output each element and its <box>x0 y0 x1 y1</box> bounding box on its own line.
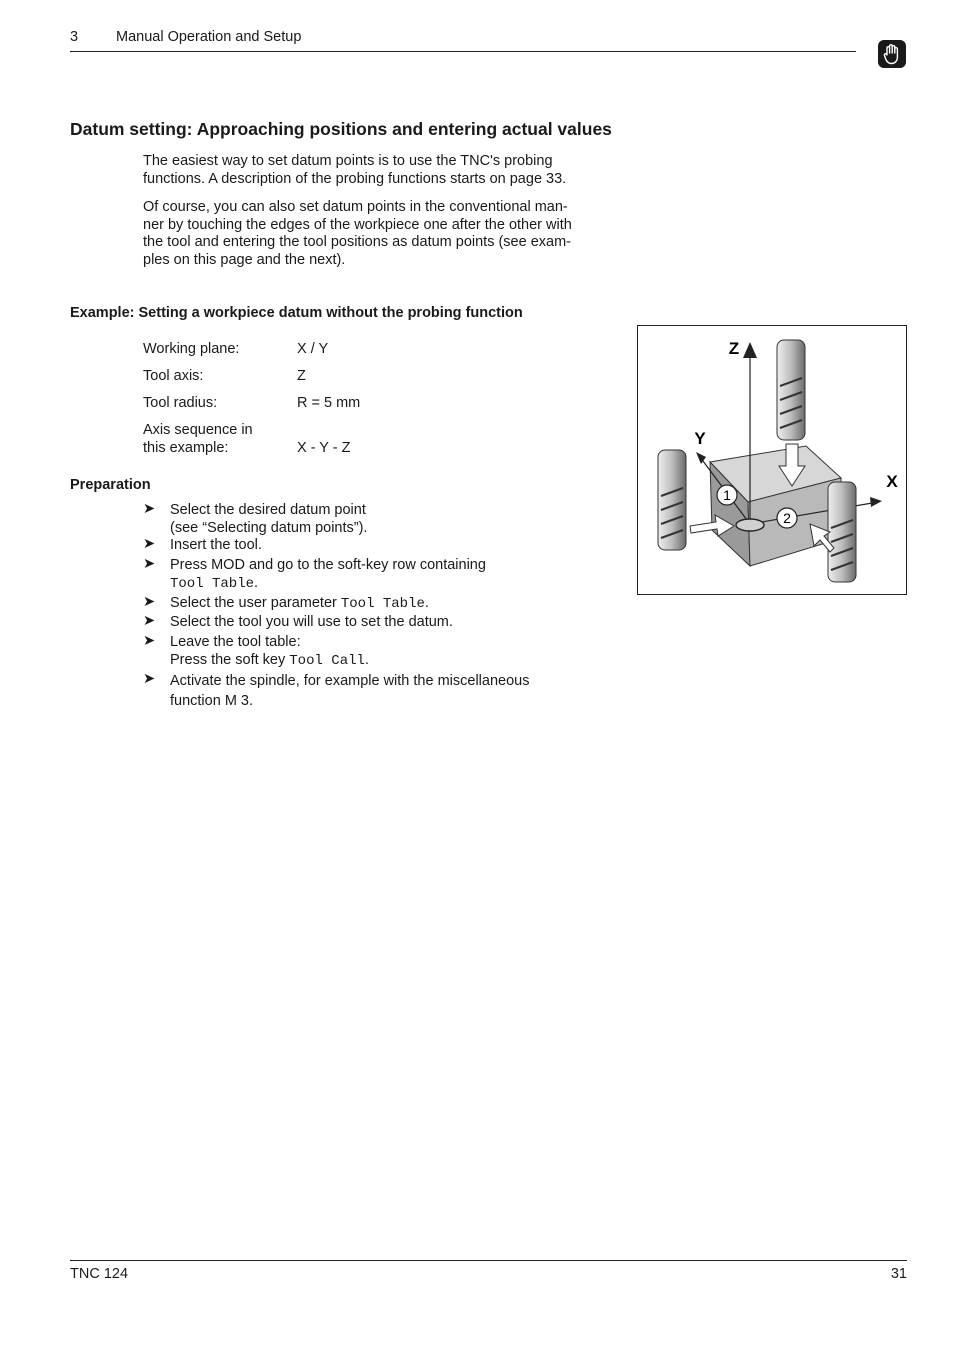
step-line: Press MOD and go to the soft-key row containing <box>170 557 486 573</box>
axis-x-label: X <box>886 472 898 491</box>
step-7 <box>170 671 590 711</box>
parameter-name: Tool Table <box>340 596 425 612</box>
tool-icon <box>777 340 805 440</box>
workpiece-illustration <box>638 326 906 594</box>
step-line: (see “Selecting datum points”). <box>170 520 368 536</box>
chapter-title: Manual Operation and Setup <box>116 29 302 45</box>
axis-y-label: Y <box>694 429 706 448</box>
step-4 <box>170 594 590 613</box>
product-name: TNC 124 <box>70 1266 129 1282</box>
step-line: function M 3. <box>170 693 254 709</box>
marker-1-label: 1 <box>723 487 731 503</box>
punctuation: . <box>424 595 429 611</box>
bullet-arrow-icon: ➤ <box>143 536 156 552</box>
chapter-number: 3 <box>70 29 79 45</box>
step-line <box>170 574 590 593</box>
paragraph-line: functions. A description of the probing functions starts on page 33. <box>143 170 567 187</box>
param-label: Tool radius: <box>143 395 218 411</box>
workpiece-block <box>710 446 842 566</box>
bullet-arrow-icon: ➤ <box>143 594 156 610</box>
step-1 <box>170 501 590 537</box>
step-3 <box>170 556 590 593</box>
paragraph-line: Of course, you can also set datum points in the conventional man- <box>143 199 568 215</box>
soft-key-name: Tool Call <box>289 653 365 669</box>
example-title: Example: Setting a workpiece datum without the probing function <box>70 305 523 321</box>
footer-rule <box>70 1260 907 1261</box>
bullet-arrow-icon: ➤ <box>143 671 156 687</box>
param-value: Z <box>297 368 306 384</box>
bullet-arrow-icon: ➤ <box>143 556 156 572</box>
param-value: R = 5 mm <box>297 395 361 411</box>
param-label: Axis sequence in <box>143 422 253 438</box>
paragraph-line: the tool and entering the tool positions as datum points (see exam- <box>143 234 572 250</box>
section-title: Datum setting: Approaching positions and entering actual values <box>70 119 612 139</box>
bullet-arrow-icon: ➤ <box>143 501 156 517</box>
paragraph-line: ner by touching the edges of the workpiece one after the other with <box>143 216 572 233</box>
step-line <box>170 651 590 670</box>
soft-key-name: Tool Table <box>170 576 255 592</box>
tool-icon <box>658 450 686 550</box>
param-value: X - Y - Z <box>297 440 351 456</box>
step-line: Leave the tool table: <box>170 634 301 650</box>
tool-icon <box>828 482 856 582</box>
step-5: Select the tool you will use to set the datum. <box>170 614 453 630</box>
header-rule <box>70 51 856 52</box>
page-number: 31 <box>890 1266 907 1282</box>
paragraph-line: ples on this page and the next). <box>143 251 346 268</box>
axis-z-label: Z <box>728 339 740 358</box>
punctuation: . <box>364 652 369 668</box>
step-text: Press the soft key <box>170 652 290 668</box>
bullet-arrow-icon: ➤ <box>143 633 156 649</box>
intro-paragraph-2 <box>143 199 623 269</box>
punctuation: . <box>254 575 259 591</box>
param-label: this example: <box>143 440 229 456</box>
datum-point-marker <box>736 519 764 531</box>
intro-paragraph-1 <box>143 153 623 188</box>
param-label: Tool axis: <box>143 368 204 384</box>
marker-2-label: 2 <box>783 510 791 526</box>
hand-icon <box>878 40 906 68</box>
step-text: Select the user parameter <box>170 595 341 611</box>
step-2: Insert the tool. <box>170 537 262 553</box>
paragraph-line: The easiest way to set datum points is to use the TNC's probing <box>143 153 553 169</box>
step-line: Activate the spindle, for example with the miscellaneous <box>170 673 530 689</box>
datum-setting-figure <box>637 325 907 595</box>
param-label: Working plane: <box>143 341 240 357</box>
param-value: X / Y <box>297 341 329 357</box>
step-6 <box>170 633 590 670</box>
step-line: Select the desired datum point <box>170 502 366 518</box>
bullet-arrow-icon: ➤ <box>143 613 156 629</box>
preparation-title: Preparation <box>70 477 151 493</box>
